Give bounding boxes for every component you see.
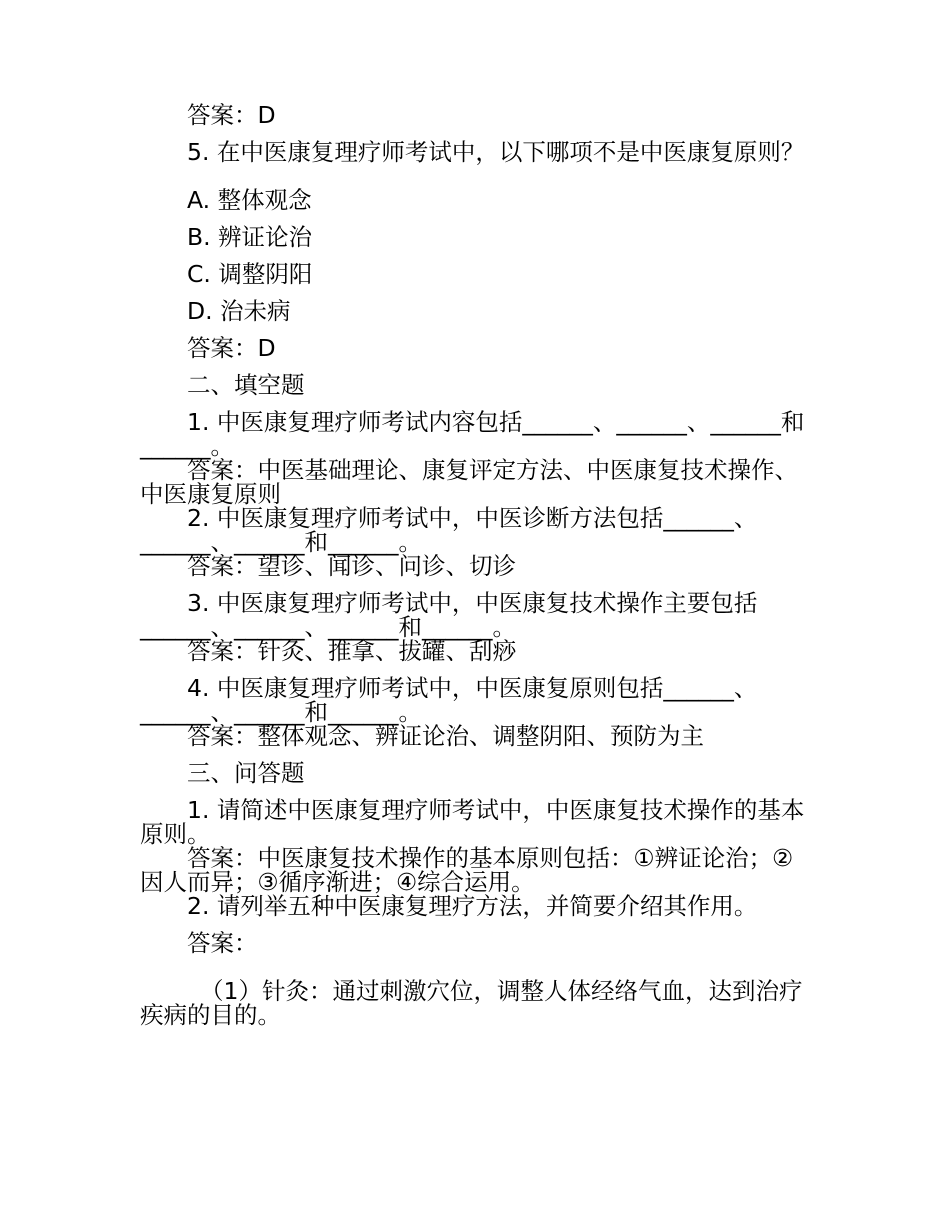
- answer-line: 答案：: [187, 929, 258, 957]
- answer-line: 答案：针灸、推拿、拔罐、刮痧: [187, 637, 516, 665]
- option-a: A. 整体观念: [187, 186, 312, 214]
- answer-item: （1）针灸：通过刺激穴位，调整人体经络气血，达到治疗疾病的目的。: [140, 977, 803, 1029]
- option-d: D. 治未病: [187, 297, 291, 325]
- section-heading: 三、问答题: [187, 759, 305, 787]
- answer-line: 答案：望诊、闻诊、问诊、切诊: [187, 552, 516, 580]
- answer-line: 答案：D: [187, 334, 276, 362]
- question-line: 2. 请列举五种中医康复理疗方法，并简要介绍其作用。: [187, 892, 758, 920]
- option-b: B. 辨证论治: [187, 223, 313, 251]
- question-line: 4. 中医康复理疗师考试中，中医康复原则包括______、______、______和______。: [140, 674, 758, 726]
- option-c: C. 调整阴阳: [187, 260, 313, 288]
- answer-line: 答案：整体观念、辨证论治、调整阴阳、预防为主: [187, 722, 704, 750]
- section-heading: 二、填空题: [187, 371, 305, 399]
- question-line: 3. 中医康复理疗师考试中，中医康复技术操作主要包括______、______、______和______。: [140, 589, 758, 641]
- question-line: 5. 在中医康复理疗师考试中，以下哪项不是中医康复原则？: [187, 138, 805, 166]
- question-line: 1. 中医康复理疗师考试内容包括______、______、______和______。: [140, 408, 805, 460]
- question-line: 2. 中医康复理疗师考试中，中医诊断方法包括______、______、______和______。: [140, 504, 758, 556]
- document-body: [140, 103, 812, 1027]
- question-line: 1. 请简述中医康复理疗师考试中，中医康复技术操作的基本原则。: [140, 796, 805, 848]
- answer-line: 答案：中医康复技术操作的基本原则包括：①辨证论治；②因人而异；③循序渐进；④综合运用。: [140, 844, 794, 896]
- answer-line: 答案：D: [187, 101, 276, 129]
- answer-line: 答案：中医基础理论、康复评定方法、中医康复技术操作、中医康复原则: [140, 456, 798, 508]
